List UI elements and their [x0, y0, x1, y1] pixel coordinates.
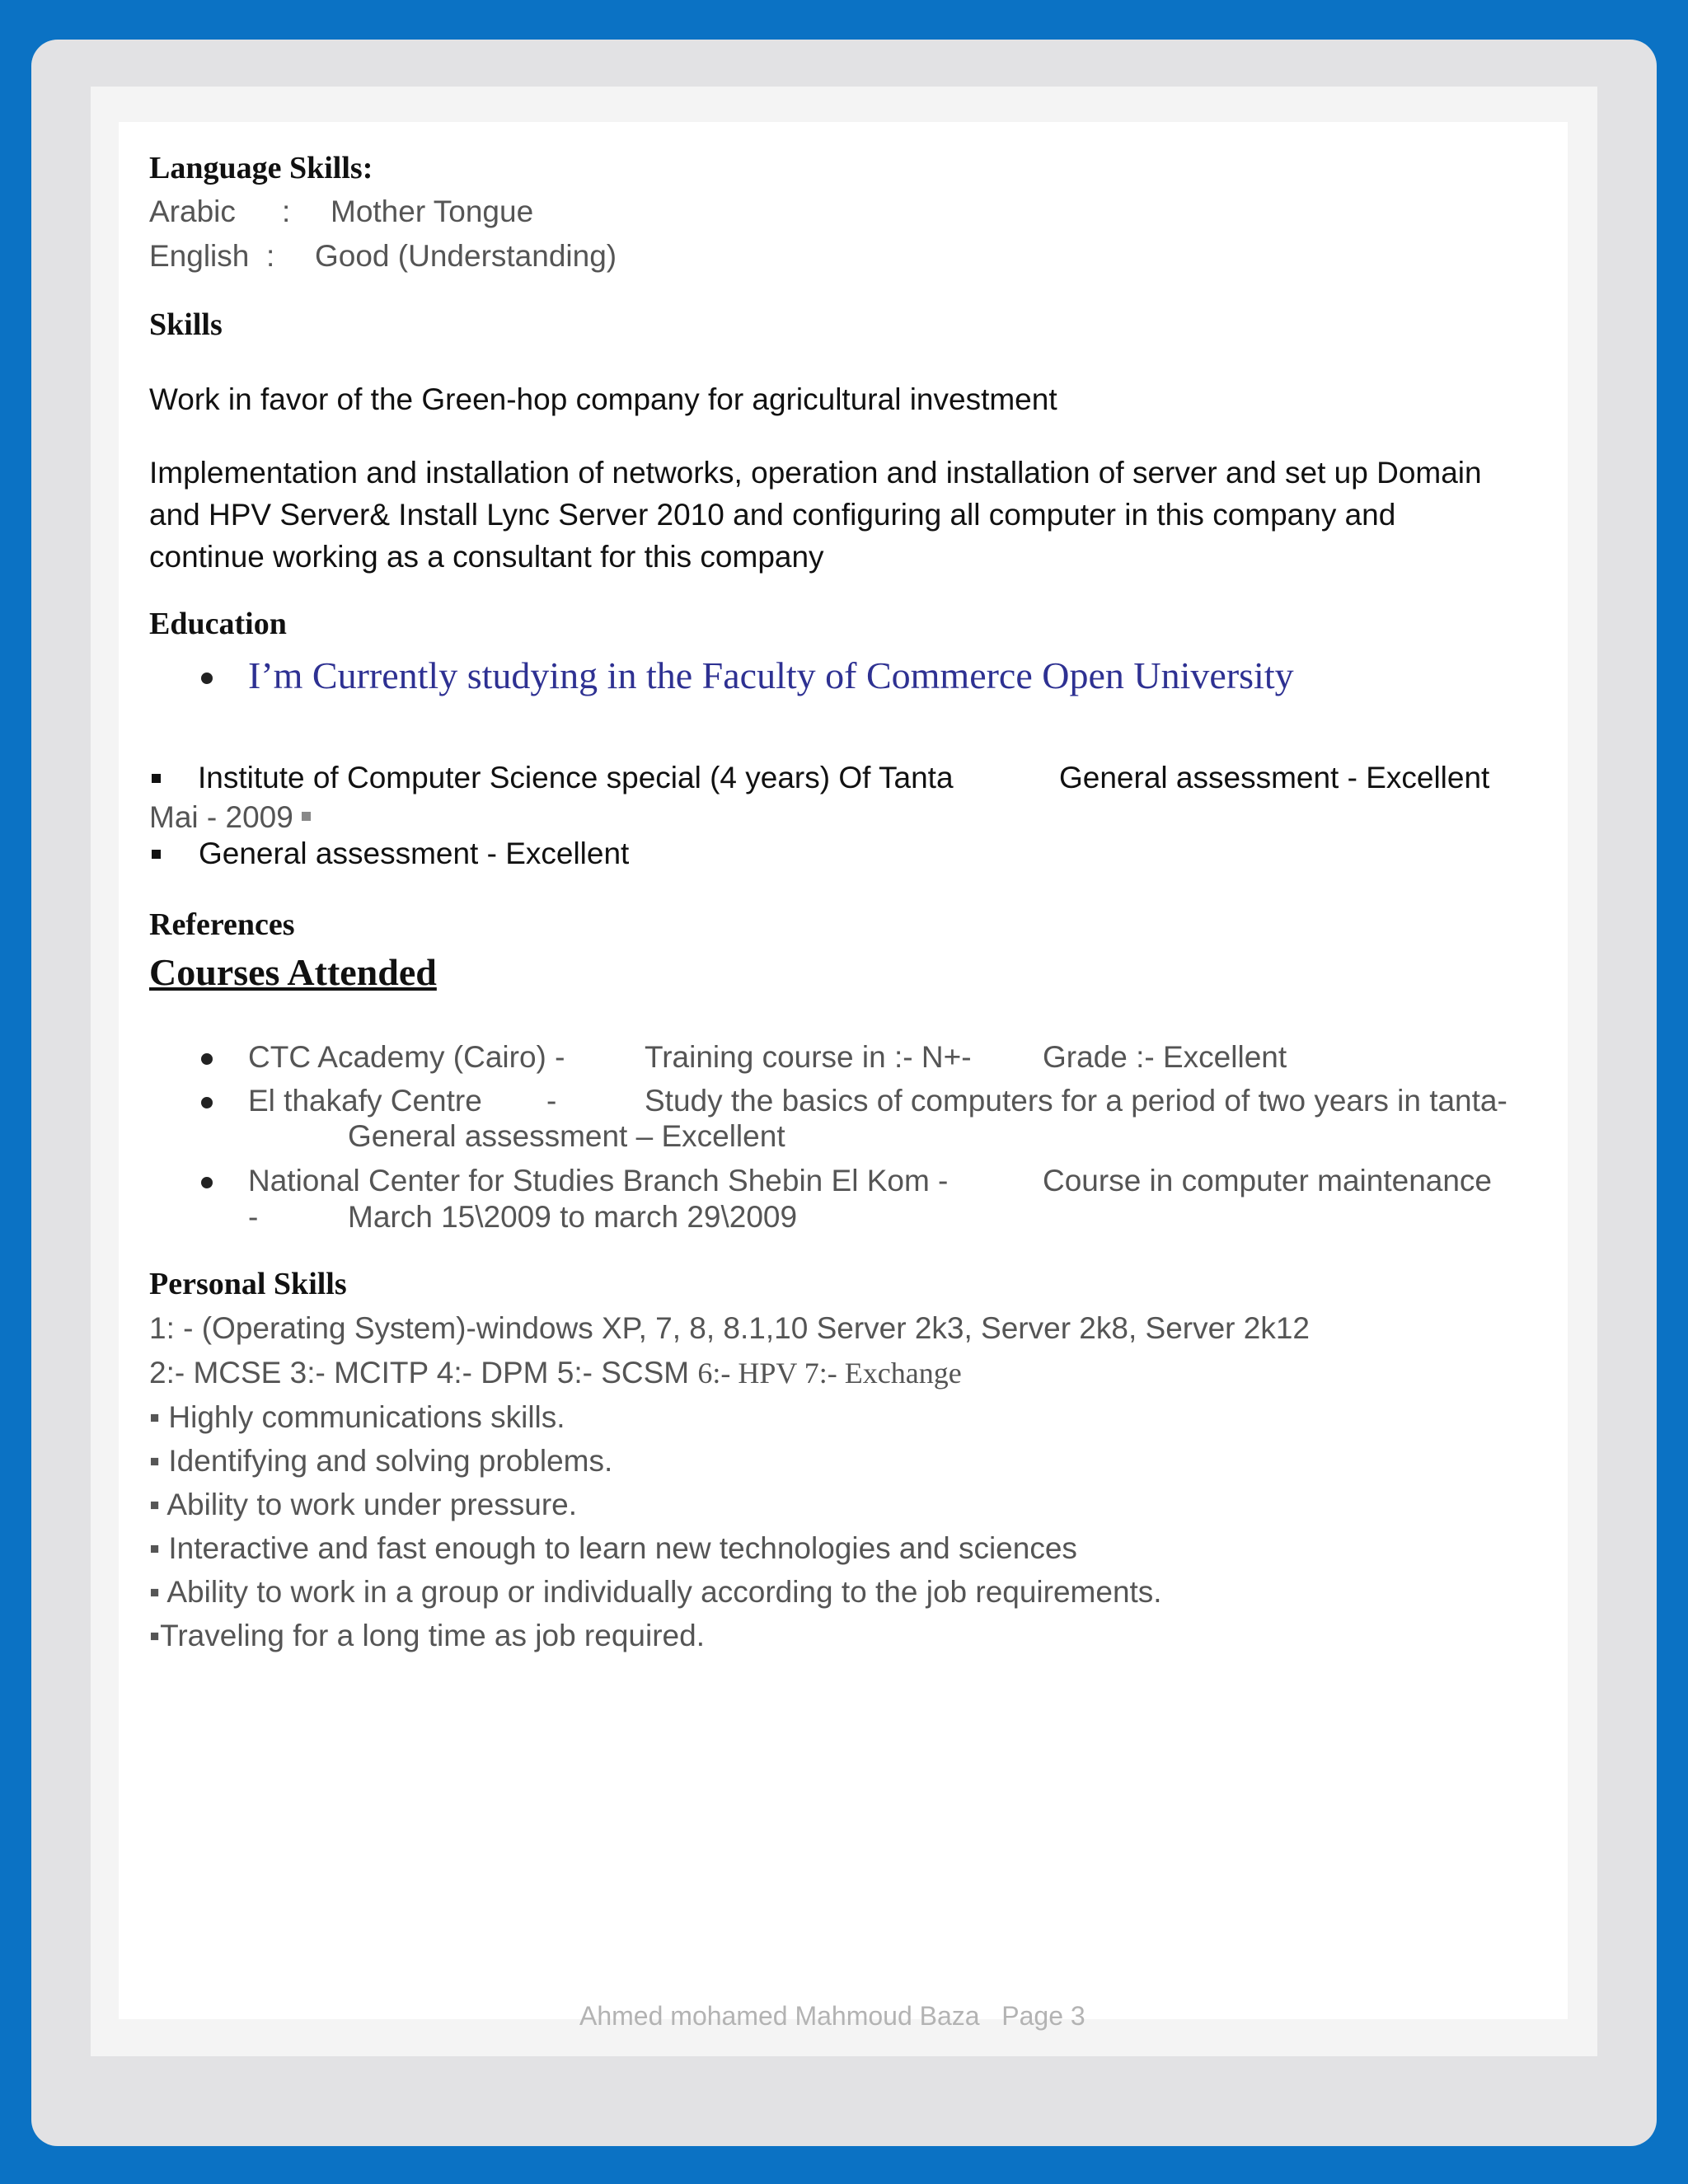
course-2-assessment: General assessment – Excellent: [348, 1119, 785, 1153]
language-english-label: English: [149, 239, 250, 273]
bullet-icon: [201, 1177, 213, 1188]
personal-skills-os: 1: - (Operating System)-windows XP, 7, 8, 8.1,10 Server 2k3, Server 2k8, Server 2k12: [149, 1311, 1311, 1345]
references-heading: References: [149, 907, 295, 942]
education-institute-assessment: General assessment - Excellent: [1059, 761, 1490, 794]
personal-skill-item: ▪ Highly communications skills.: [149, 1400, 565, 1434]
courses-heading: Courses Attended: [149, 951, 437, 993]
course-3-course: Course in computer maintenance: [1043, 1164, 1493, 1197]
language-arabic-label: Arabic: [149, 194, 236, 228]
personal-skill-item: ▪ Interactive and fast enough to learn new technologies and sciences: [149, 1531, 1077, 1565]
education-heading: Education: [149, 607, 287, 641]
course-2-course: Study the basics of computers for a period of two years in tanta-: [645, 1084, 1507, 1118]
education-assessment: General assessment - Excellent: [199, 837, 630, 870]
personal-skill-item: ▪ Ability to work in a group or individually according to the job requirements.: [149, 1575, 1162, 1609]
personal-skills-certs: 2:- MCSE 3:- MCITP 4:- DPM 5:- SCSM 6:- HPV 7:- Exchange: [149, 1356, 962, 1390]
education-date: Mai - 2009: [149, 800, 293, 834]
course-1-course: Training course in :- N+-: [645, 1040, 972, 1074]
course-1-place: CTC Academy (Cairo) -: [248, 1040, 565, 1074]
bullet-icon: [201, 1053, 213, 1065]
education-current-study: I’m Currently studying in the Faculty of Commerce Open University: [248, 654, 1294, 696]
square-bullet-icon: [302, 812, 311, 821]
footer: [579, 2001, 1085, 2032]
language-arabic-level: Mother Tongue: [331, 194, 534, 228]
personal-skill-item: ▪Traveling for a long time as job required.: [149, 1619, 705, 1652]
skills-paragraph-1: Work in favor of the Green-hop company for agricultural investment: [149, 382, 1057, 416]
footer-page: Page 3: [1001, 2001, 1085, 2031]
bullet-icon: [201, 1097, 213, 1108]
footer-name: Ahmed mohamed Mahmoud Baza: [579, 2001, 980, 2031]
square-bullet-icon: [152, 774, 161, 783]
personal-skill-item: ▪ Identifying and solving problems.: [149, 1444, 613, 1478]
bullet-icon: [201, 673, 213, 684]
skills-heading: Skills: [149, 307, 223, 342]
course-3-dash: -: [248, 1200, 259, 1234]
language-separator: :: [266, 239, 275, 273]
personal-skills-heading: Personal Skills: [149, 1267, 347, 1301]
course-1-grade: Grade :- Excellent: [1043, 1040, 1287, 1074]
language-heading: Language Skills:: [149, 151, 373, 185]
course-2-place: El thakafy Centre: [248, 1084, 482, 1118]
language-english-level: Good (Understanding): [315, 239, 617, 273]
course-3-dates: March 15\2009 to march 29\2009: [348, 1200, 798, 1234]
education-institute: Institute of Computer Science special (4 years) Of Tanta: [198, 761, 954, 794]
skills-paragraph-2: Implementation and installation of networks, operation and installation of server and set up Domain and HPV Server& Install Lync Server 2010 and configuring all computer in this company and continue working as a consultant for this company: [149, 456, 1482, 574]
course-2-dash: -: [546, 1084, 557, 1118]
course-3-place: National Center for Studies Branch Shebin El Kom -: [248, 1164, 949, 1197]
square-bullet-icon: [152, 850, 161, 859]
personal-skill-item: ▪ Ability to work under pressure.: [149, 1488, 578, 1521]
language-separator: :: [282, 194, 291, 228]
